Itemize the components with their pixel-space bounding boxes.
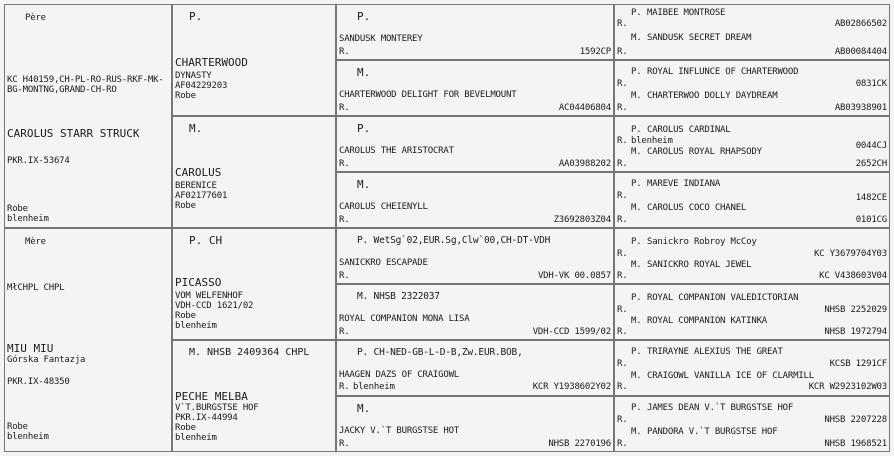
ancestor-label: P. WetSg`02,EUR.Sg,Clw`00,CH-DT-VDH (357, 235, 551, 246)
dam-titles: MłCHPL CHPL (7, 283, 65, 293)
gp-father-reg: KCSB 1291CF (829, 359, 887, 369)
gp-father-label: P. (631, 347, 642, 357)
great-grandparent-cell (336, 284, 614, 340)
gp-father-r: R. (617, 249, 628, 259)
grandparent-label: P. (189, 10, 203, 23)
ancestor-r-label: R. (339, 439, 350, 449)
gp-mother-label: M. (631, 427, 642, 437)
great-grandparent-cell (336, 116, 614, 172)
gp-father-reg: 1482CE (855, 193, 887, 203)
gp-father-name: ROYAL COMPANION VALEDICTORIAN (647, 293, 799, 303)
ggg-cell (614, 284, 890, 340)
gp-mother-name: CHARTERWOO DOLLY DAYDREAM (647, 91, 778, 101)
grandparent-registration: AF02177601 (175, 191, 228, 201)
ancestor-label: M. (357, 402, 371, 415)
ggg-cell (614, 396, 890, 452)
ancestor-name: CHARTERWOOD DELIGHT FOR BEVELMOUNT (339, 90, 517, 100)
gp-mother-r: R. (617, 382, 628, 392)
ggg-cell (614, 4, 890, 60)
great-grandparent-cell (336, 396, 614, 452)
ancestor-label: P. (357, 122, 371, 135)
dam-name: MIU MIU (7, 342, 54, 355)
grandparent-cell (172, 340, 336, 452)
great-grandparent-cell (336, 172, 614, 228)
ancestor-r-label: R. (339, 103, 350, 113)
sire-color-label: Robe (7, 204, 28, 214)
gp-father-reg: NHSB 2252029 (824, 305, 887, 315)
gp-mother-label: M. (631, 371, 642, 381)
grandparent-label: P. CH (189, 234, 223, 247)
grandparent-name: PECHE MELBA (175, 390, 248, 403)
ancestor-registration: VDH-VK 00.0857 (537, 271, 611, 281)
gp-mother-r: R. (617, 215, 628, 225)
grandparent-cell (172, 116, 336, 228)
gp-mother-r: R. (617, 327, 628, 337)
gp-mother-reg: NHSB 1968521 (824, 439, 887, 449)
ancestor-r-label: R. (339, 271, 350, 281)
gp-father-r: R. (617, 305, 628, 315)
grandparent-color: Robe (175, 311, 196, 321)
great-grandparent-cell (336, 4, 614, 60)
ggg-cell (614, 172, 890, 228)
dam-kennel-name: Górska Fantazja (7, 355, 86, 365)
gp-father-label: P. (631, 237, 642, 247)
gp-father-r: R. (617, 359, 628, 369)
gp-mother-reg: AB00084404 (834, 47, 887, 57)
ggg-cell (614, 228, 890, 284)
ancestor-registration: 1592CP (579, 47, 611, 57)
ancestor-label: M. (357, 178, 371, 191)
gp-mother-reg: 2652CH (855, 159, 887, 169)
gp-father-label: P. (631, 67, 642, 77)
gp-father-r: R. (617, 19, 628, 29)
grandparent-cell (172, 228, 336, 340)
great-grandparent-cell (336, 60, 614, 116)
gp-mother-r: R. (617, 159, 628, 169)
gp-mother-reg: KC V438603V04 (819, 271, 887, 281)
gp-father-reg: AB02866502 (834, 19, 887, 29)
ggg-cell (614, 340, 890, 396)
gp-father-label: P. (631, 8, 642, 18)
ancestor-name: CAROLUS THE ARISTOCRAT (339, 146, 454, 156)
ancestor-label: M. NHSB 2322037 (357, 291, 440, 302)
sire-cell (4, 4, 172, 228)
grandparent-name-line2: V`T.BURGSTSE HOF (175, 403, 259, 413)
gp-father-reg: 0831CK (855, 79, 887, 89)
grandparent-color: Robe (175, 91, 196, 101)
grandparent-label: M. (189, 122, 203, 135)
ancestor-name: HAAGEN DAZS OF CRAIGOWL (339, 370, 460, 380)
grandparent-cell (172, 4, 336, 116)
grandparent-name-line2: DYNASTY (175, 71, 212, 81)
gp-father-r: R. (617, 415, 628, 425)
gp-father-name: JAMES DEAN V.`T BURGSTSE HOF (647, 403, 794, 413)
gp-father-label: P. (631, 403, 642, 413)
grandparent-color: Robe (175, 201, 196, 211)
sire-heading: Père (25, 13, 46, 23)
gp-mother-r: R. (617, 103, 628, 113)
gp-mother-reg: AB03938901 (834, 103, 887, 113)
ancestor-registration: AA03988202 (558, 159, 611, 169)
sire-titles-line2: BG-MONTNG,GRAND-CH-RO (7, 85, 117, 95)
gp-mother-label: M. (631, 316, 642, 326)
gp-mother-label: M. (631, 260, 642, 270)
gp-father-label: P. (631, 179, 642, 189)
gp-mother-reg: 0101CG (855, 215, 887, 225)
gp-mother-r: R. (617, 47, 628, 57)
grandparent-registration: PKR.IX-44994 (175, 413, 238, 423)
sire-color-value: blenheim (7, 214, 49, 224)
gp-father-name: MAREVE INDIANA (647, 179, 721, 189)
gp-mother-r: R. (617, 439, 628, 449)
gp-mother-name: ROYAL COMPANION KATINKA (647, 316, 768, 326)
gp-father-reg: NHSB 2207228 (824, 415, 887, 425)
dam-color-label: Robe (7, 422, 28, 432)
ancestor-name: SANICKRO ESCAPADE (339, 258, 428, 268)
ancestor-r-value: blenheim (353, 382, 395, 392)
gp-mother-label: M. (631, 203, 642, 213)
gp-father-label: P. (631, 293, 642, 303)
gp-mother-reg: KCR W2923102W03 (808, 382, 887, 392)
ancestor-r-label: R. (339, 47, 350, 57)
gp-mother-name: SANDUSK SECRET DREAM (647, 33, 752, 43)
sire-registration: PKR.IX-53674 (7, 156, 70, 166)
ggg-cell (614, 60, 890, 116)
ancestor-name: ROYAL COMPANION MONA LISA (339, 314, 470, 324)
gp-mother-label: M. (631, 91, 642, 101)
gp-mother-name: PANDORA V.`T BURGSTSE HOF (647, 427, 778, 437)
gp-father-name: Sanickro Robroy McCoy (647, 237, 757, 247)
gp-father-r: R. (617, 136, 628, 146)
gp-father-name: TRIRAYNE ALEXIUS THE GREAT (647, 347, 783, 357)
grandparent-name-line2: BERENICE (175, 181, 217, 191)
ancestor-registration: VDH-CCD 1599/02 (532, 327, 611, 337)
grandparent-color-value: blenheim (175, 433, 217, 443)
ancestor-label: P. CH-NED-GB-L-D-B,Zw.EUR.BOB, (357, 347, 523, 358)
ancestor-registration: Z3692803Z04 (553, 215, 611, 225)
great-grandparent-cell (336, 228, 614, 284)
ancestor-label: M. (357, 66, 371, 79)
sire-titles: KC H40159,CH-PL-RO-RUS-RKF-MK- (7, 75, 164, 85)
sire-name: CAROLUS STARR STRUCK (7, 127, 140, 140)
ancestor-registration: KCR Y1938602Y02 (532, 382, 611, 392)
ancestor-name: SANDUSK MONTEREY (339, 34, 423, 44)
gp-mother-name: CAROLUS COCO CHANEL (647, 203, 747, 213)
ancestor-r-label: R. (339, 382, 350, 392)
grandparent-registration: AF04229203 (175, 81, 228, 91)
ancestor-registration: AC04406804 (558, 103, 611, 113)
great-grandparent-cell (336, 340, 614, 396)
ancestor-name: CAROLUS CHEIENYLL (339, 202, 428, 212)
grandparent-name: CHARTERWOOD (175, 56, 248, 69)
gp-father-reg: KC Y3679704Y03 (813, 249, 887, 259)
ancestor-r-label: R. (339, 215, 350, 225)
ggg-cell (614, 116, 890, 172)
gp-mother-name: CRAIGOWL VANILLA ICE OF CLARMILL (647, 371, 814, 381)
grandparent-label: M. NHSB 2409364 CHPL (189, 347, 310, 358)
gp-father-reg: 0044CJ (855, 141, 887, 151)
grandparent-color: Robe (175, 423, 196, 433)
gp-mother-name: CAROLUS ROYAL RHAPSODY (647, 147, 762, 157)
dam-heading: Mère (25, 237, 46, 247)
gp-mother-reg: NHSB 1972794 (824, 327, 887, 337)
gp-mother-label: M. (631, 147, 642, 157)
ancestor-r-label: R. (339, 327, 350, 337)
gp-father-r-value: blenheim (631, 136, 673, 146)
gp-father-r: R. (617, 191, 628, 201)
ancestor-label: P. (357, 10, 371, 23)
dam-color-value: blenheim (7, 432, 49, 442)
gp-father-name: CAROLUS CARDINAL (647, 125, 731, 135)
gp-mother-label: M. (631, 33, 642, 43)
gp-father-name: ROYAL INFLUNCE OF CHARTERWOOD (647, 67, 799, 77)
grandparent-name: PICASSO (175, 276, 222, 289)
grandparent-registration: VDH-CCD 1621/02 (175, 301, 254, 311)
ancestor-r-label: R. (339, 159, 350, 169)
ancestor-registration: NHSB 2270196 (548, 439, 611, 449)
gp-father-name: MAIBEE MONTROSE (647, 8, 726, 18)
gp-father-r: R. (617, 79, 628, 89)
grandparent-name-line2: VOM WELFENHOF (175, 291, 243, 301)
grandparent-name: CAROLUS (175, 166, 222, 179)
grandparent-color-value: blenheim (175, 321, 217, 331)
dam-registration: PKR.IX-48350 (7, 377, 70, 387)
gp-mother-name: SANICKRO ROYAL JEWEL (647, 260, 752, 270)
gp-mother-r: R. (617, 271, 628, 281)
ancestor-name: JACKY V.`T BURGSTSE HOT (339, 426, 460, 436)
gp-father-label: P. (631, 125, 642, 135)
dam-cell (4, 228, 172, 452)
